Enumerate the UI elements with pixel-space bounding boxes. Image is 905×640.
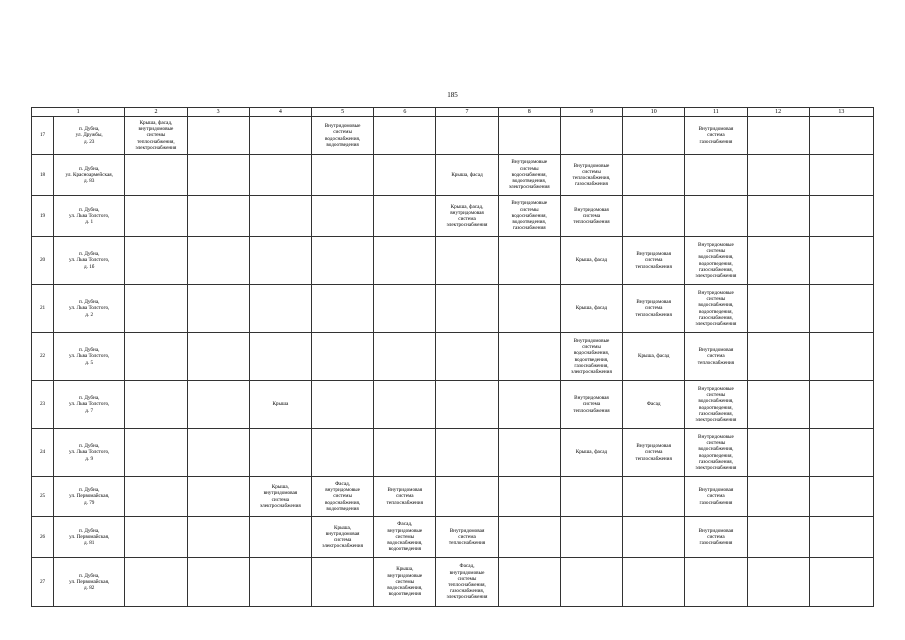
work-cell: Крыша, внутридомовые системы водоснабжения, водоотведения [374,558,436,607]
work-cell [125,429,187,477]
work-cell [623,517,685,558]
address-cell: п. Дубна, ул. Льва Толстого, д. 7 [54,381,125,429]
work-cell [311,196,373,237]
work-cell [311,333,373,381]
work-cell [809,381,873,429]
work-cell: Фасад, внутридомовые системы водоснабжения, водоотведения [374,517,436,558]
work-cell [187,517,249,558]
work-cell [187,429,249,477]
work-cell [125,517,187,558]
row-number: 19 [32,196,54,237]
row-number: 26 [32,517,54,558]
address-cell: п. Дубна, ул. Первомайская, д. 81 [54,517,125,558]
work-cell [809,117,873,155]
work-cell: Внутридомовая система теплоснабжения [560,196,622,237]
work-cell [623,155,685,196]
work-cell [809,285,873,333]
work-cell [560,558,622,607]
work-cell [187,196,249,237]
work-cell [747,155,809,196]
work-cell [747,237,809,285]
work-cell [560,517,622,558]
work-cell [560,477,622,517]
work-cell [436,117,498,155]
work-cell [187,381,249,429]
header-row [32,108,874,117]
work-cell [374,196,436,237]
column-header: 1 [32,108,125,117]
work-cell: Внутридомовая система теплоснабжения [436,517,498,558]
row-number: 27 [32,558,54,607]
work-cell [498,429,560,477]
table-row [32,237,874,285]
work-cell [623,117,685,155]
column-header: 12 [747,108,809,117]
work-cell: Внутридомовая система теплоснабжения [623,237,685,285]
row-number: 25 [32,477,54,517]
work-cell: Внутридомовые системы водоснабжения, водоотведения, газоснабжения, электроснабжения [560,333,622,381]
work-cell: Крыша, фасад, внутридомовая система электроснабжения [436,196,498,237]
work-cell [809,477,873,517]
row-number: 23 [32,381,54,429]
work-cell [125,333,187,381]
work-cell [187,155,249,196]
work-cell [311,285,373,333]
work-cell [809,196,873,237]
row-number: 22 [32,333,54,381]
column-header: 11 [685,108,747,117]
column-header: 3 [187,108,249,117]
row-number: 17 [32,117,54,155]
table-row [32,429,874,477]
row-number: 21 [32,285,54,333]
table-row [32,117,874,155]
work-cell: Внутридомовая система газоснабжения [685,517,747,558]
work-cell [685,558,747,607]
work-cell [747,381,809,429]
work-cell [685,155,747,196]
work-cell [623,477,685,517]
work-cell: Внутридомовые системы водоснабжения, водоотведения, газоснабжения, электроснабжения [685,237,747,285]
table-row [32,196,874,237]
work-cell [125,237,187,285]
table-row [32,155,874,196]
work-cell: Фасад, внутридомовые системы теплоснабжения, газоснабжения, электроснабжения [436,558,498,607]
work-cell [125,285,187,333]
work-cell [623,196,685,237]
work-cell: Крыша, фасад, внутридомовые системы теплоснабжения, электроснабжения [125,117,187,155]
work-cell [747,558,809,607]
address-cell: п. Дубна, ул. Дружбы, д. 23 [54,117,125,155]
column-header: 7 [436,108,498,117]
address-cell: п. Дубна, ул. Льва Толстого, д. 5 [54,333,125,381]
work-cell [685,196,747,237]
work-cell [809,155,873,196]
work-cell [249,196,311,237]
column-header: 13 [809,108,873,117]
table-row [32,285,874,333]
work-cell [249,285,311,333]
work-cell [311,429,373,477]
work-cell [374,117,436,155]
work-cell [747,429,809,477]
work-cell: Внутридомовые системы водоснабжения, водоотведения, газоснабжения, электроснабжения [685,285,747,333]
work-cell: Крыша, внутридомовая система электроснабжения [249,477,311,517]
work-cell [498,117,560,155]
work-cell: Фасад [623,381,685,429]
work-cell [187,237,249,285]
work-cell [125,558,187,607]
work-cell: Крыша, фасад [560,285,622,333]
work-cell: Крыша [249,381,311,429]
work-cell: Крыша, фасад [560,429,622,477]
work-cell [436,477,498,517]
work-cell: Внутридомовая система теплоснабжения [623,429,685,477]
work-cell [311,381,373,429]
work-cell [249,517,311,558]
work-cell [374,237,436,285]
work-cell [249,429,311,477]
work-cell [436,285,498,333]
table-row [32,558,874,607]
work-cell [187,477,249,517]
work-cell [311,558,373,607]
work-cell [249,237,311,285]
work-cell: Крыша, фасад [436,155,498,196]
address-cell: п. Дубна, ул. Льва Толстого, д. 1 [54,196,125,237]
address-cell: п. Дубна, ул. Красноармейская, д. 83 [54,155,125,196]
work-cell [374,333,436,381]
work-cell [747,285,809,333]
work-cell [436,333,498,381]
work-cell: Внутридомовые системы водоснабжения, водоотведения [311,117,373,155]
work-cell: Крыша, внутридомовая система электроснабжения [311,517,373,558]
column-header: 5 [311,108,373,117]
row-number: 20 [32,237,54,285]
table-row [32,477,874,517]
page-number: 185 [447,91,458,99]
work-cell [498,285,560,333]
work-cell [374,155,436,196]
work-cell: Внутридомовые системы водоснабжения, водоотведения, газоснабжения [498,196,560,237]
work-cell [125,477,187,517]
work-cell [249,558,311,607]
column-header: 4 [249,108,311,117]
work-cell: Внутридомовая система теплоснабжения [374,477,436,517]
table-row [32,517,874,558]
work-cell [125,196,187,237]
work-cell [498,333,560,381]
work-cell [747,477,809,517]
work-cell [249,333,311,381]
row-number: 18 [32,155,54,196]
work-cell [498,558,560,607]
work-cell [809,237,873,285]
work-cell [187,285,249,333]
address-cell: п. Дубна, ул. Льва Толстого, д. 2 [54,285,125,333]
work-cell [809,558,873,607]
work-cell [187,117,249,155]
work-cell [436,381,498,429]
work-cell: Внутридомовые системы теплоснабжения, газоснабжения [560,155,622,196]
address-cell: п. Дубна, ул. Первомайская, д. 79 [54,477,125,517]
work-cell [809,517,873,558]
table-row [32,333,874,381]
work-cell: Внутридомовая система газоснабжения [685,477,747,517]
work-cell [125,381,187,429]
work-cell [374,429,436,477]
work-cell [747,333,809,381]
column-header: 2 [125,108,187,117]
work-cell: Внутридомовые системы водоснабжения, водоотведения, газоснабжения, электроснабжения [685,381,747,429]
work-cell [374,381,436,429]
work-cell [498,381,560,429]
work-cell [249,117,311,155]
work-cell: Внутридомовые системы водоснабжения, водоотведения, электроснабжения [498,155,560,196]
work-cell [747,517,809,558]
column-header: 8 [498,108,560,117]
work-cell [623,558,685,607]
work-cell [747,117,809,155]
work-cell [187,333,249,381]
work-cell [809,429,873,477]
work-cell: Внутридомовая система газоснабжения [685,117,747,155]
work-cell [374,285,436,333]
work-cell [187,558,249,607]
work-cell [436,429,498,477]
column-header: 10 [623,108,685,117]
capital-repair-table [31,107,874,607]
address-cell: п. Дубна, ул. Льва Толстого, д. 1б [54,237,125,285]
work-cell: Внутридомовая система теплоснабжения [623,285,685,333]
work-cell [747,196,809,237]
work-cell: Внутридомовая система теплоснабжения [560,381,622,429]
work-cell: Фасад, внутридомовые системы водоснабжения, водоотведения [311,477,373,517]
work-cell [311,155,373,196]
row-number: 24 [32,429,54,477]
column-header: 9 [560,108,622,117]
work-cell: Внутридомовые системы водоснабжения, водоотведения, газоснабжения, электроснабжения [685,429,747,477]
work-cell: Внутридомовая система теплоснабжения [685,333,747,381]
column-header: 6 [374,108,436,117]
work-cell [436,237,498,285]
table-row [32,381,874,429]
address-cell: п. Дубна, ул. Льва Толстого, д. 9 [54,429,125,477]
work-cell [560,117,622,155]
work-cell [249,155,311,196]
work-cell [498,237,560,285]
work-cell: Крыша, фасад [623,333,685,381]
work-cell [498,477,560,517]
address-cell: п. Дубна, ул. Первомайская, д. 82 [54,558,125,607]
work-cell: Крыша, фасад [560,237,622,285]
work-cell [809,333,873,381]
work-cell [498,517,560,558]
work-cell [311,237,373,285]
work-cell [125,155,187,196]
